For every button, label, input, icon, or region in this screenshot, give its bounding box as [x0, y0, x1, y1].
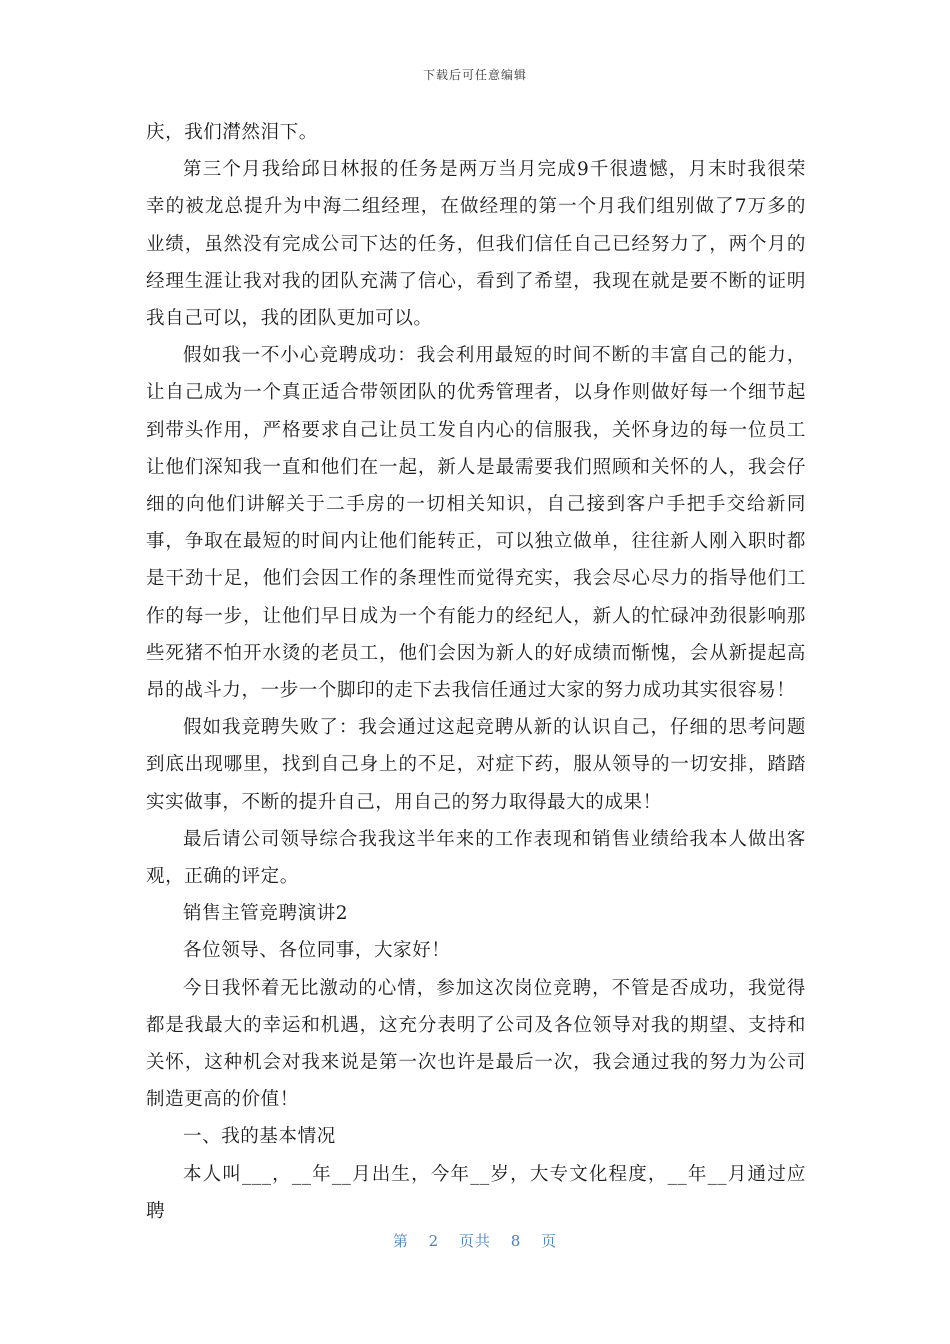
paragraph-third-month: 第三个月我给邱日林报的任务是两万当月完成9千很遗憾，月末时我很荣幸的被龙总提升为中海二组经理，在做经理的第一个月我们组别做了7万多的业绩，虽然没有完成公司下达的任务，但我们信任自己已经努力了，两个月的经理生涯让我对我的团队充满了信心，看到了希望，我现在就是要不断的证明我自己可以，我的团队更加可以。 [146, 159, 806, 330]
paragraph-if-fail: 假如我竞聘失败了：我会通过这起竞聘从新的认识自己，仔细的思考问题到底出现哪里，找到自己身上的不足，对症下药，服从领导的一切安排，踏踏实实做事，不断的提升自己，用自己的努力取得最大的成果！ [146, 717, 806, 813]
section-heading-basic-info: 一、我的基本情况 [183, 1126, 336, 1148]
paragraph-if-success: 假如我一不小心竞聘成功：我会利用最短的时间不断的丰富自己的能力，让自己成为一个真正适合带领团队的优秀管理者，以身作则做好每一个细节起到带头作用，严格要求自己让员工发自内心的信服我，关怀身边的每一位员工让他们深知我一直和他们在一起，新人是最需要我们照顾和关怀的人，我会仔细的向他们讲解关于二手房的一切相关知识，自己接到客户手把手交给新同事，争取在最短的时间内让他们能转正，可以独立做单，往往新人刚入职时都是干劲十足，他们会因工作的条理性而觉得充实，我会尽心尽力的指导他们工作的每一步，让他们早日成为一个有能力的经纪人，新人的忙碌冲劲很影响那些死猪不怕开水烫的老员工，他们会因为新人的好成绩而惭愧，会从新提起高昂的战斗力，一步一个脚印的走下去我信任通过大家的努力成功其实很容易！ [146, 345, 806, 702]
paragraph-closing-request: 最后请公司领导综合我我这半年来的工作表现和销售业绩给我本人做出客观，正确的评定。 [146, 828, 806, 888]
page-header: 下载后可任意编辑 [422, 68, 527, 82]
paragraph-continuation: 庆，我们潸然泪下。 [146, 122, 318, 143]
page-number-footer: 第 2 页共 8 页 [392, 1232, 558, 1250]
section-title-speech-2: 销售主管竞聘演讲2 [183, 903, 349, 925]
paragraph-intro: 今日我怀着无比激动的心情，参加这次岗位竞聘，不管是否成功，我觉得都是我最大的幸运和机遇，这充分表明了公司及各位领导对我的期望、支持和关怀，这种机会对我来说是第一次也许是最后一次，我会通过我的努力为公司制造更高的价值！ [146, 977, 806, 1111]
paragraph-basic-info: 本人叫___，__年__月出生，今年__岁，大专文化程度，__年__月通过应聘 [146, 1163, 806, 1222]
document-body [146, 114, 806, 1230]
paragraph-greeting: 各位领导、各位同事，大家好！ [183, 940, 451, 962]
